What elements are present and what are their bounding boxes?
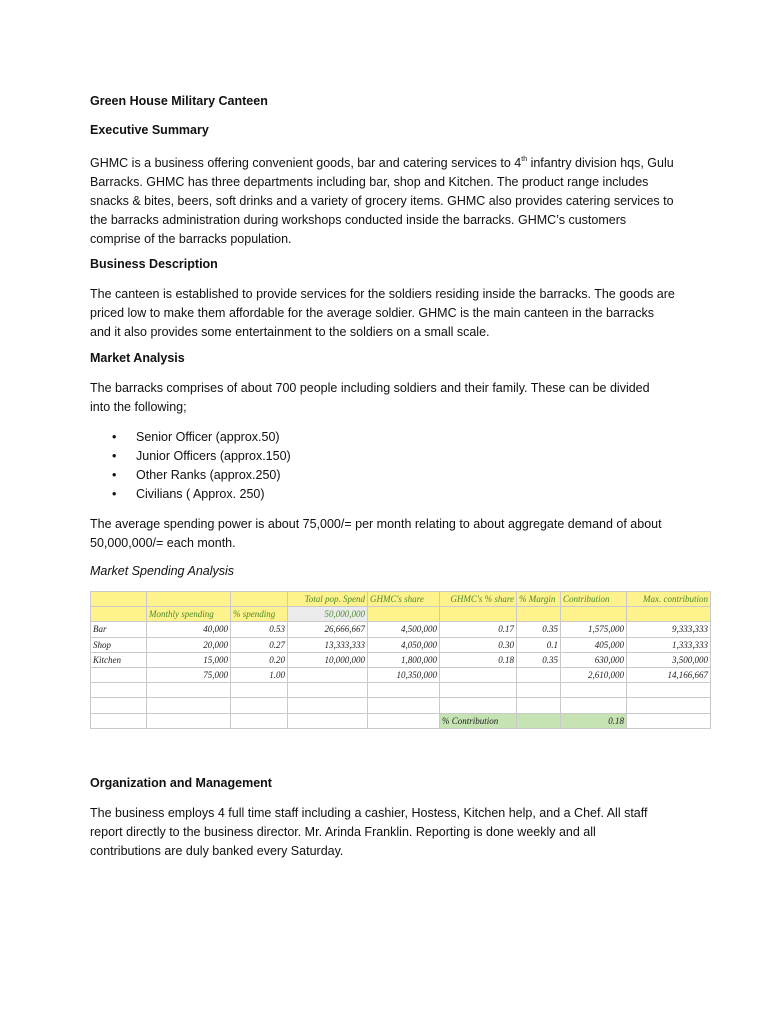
- table-row: Shop 20,000 0.27 13,333,333 4,050,000 0.30 0.1 405,000 1,333,333: [91, 637, 711, 652]
- header-contribution: Contribution: [561, 592, 627, 607]
- business-description-paragraph: The canteen is established to provide services for the soldiers residing inside the barracks. The goods are priced low to make them affordable for the average soldier. GHMC is the main canteen in the barracks and it also provides some entertainment to the soldiers on a small scale.: [90, 287, 675, 339]
- header-ghmc-pct: GHMC's % share: [440, 592, 517, 607]
- table-header-row: [91, 607, 711, 622]
- market-analysis-paragraph: The barracks comprises of about 700 people including soldiers and their family. These can be divided into the following;: [90, 381, 650, 414]
- header-ghmc-share: GHMC's share: [368, 592, 440, 607]
- doc-title: Green House Military Canteen: [90, 94, 268, 108]
- list-item: • Civilians ( Approx. 250): [90, 485, 291, 504]
- organization-paragraph: The business employs 4 full time staff including a cashier, Hostess, Kitchen help, and a Chef. All staff report directly to the business director. Mr. Arinda Franklin. Reporting is done weekly and all contributions are duly banked every Saturday.: [90, 806, 648, 858]
- header-monthly-spending: Monthly spending: [147, 607, 231, 622]
- total-pop-value: 50,000,000: [288, 607, 368, 622]
- exec-summary-heading: Executive Summary: [90, 123, 209, 137]
- header-margin: % Margin: [517, 592, 561, 607]
- exec-summary-paragraph: GHMC is a business offering convenient goods, bar and catering services to 4th infantry division hqs, Gulu Barracks. GHMC has three departments including bar, shop and Kitchen. The product range includes snacks & bites, beers, soft drinks and a variety of grocery items. GHMC also provides catering services to the barracks administration during workshops conducted inside the barracks. GHMC’s customers comprise of the barracks population.: [90, 156, 674, 246]
- population-list: [90, 428, 291, 504]
- header-total-pop: Total pop. Spend: [288, 592, 368, 607]
- pct-contribution-label: % Contribution: [440, 713, 517, 728]
- header-max-contribution: Max. contribution: [627, 592, 711, 607]
- organization-heading: Organization and Management: [90, 776, 272, 790]
- business-description-heading: Business Description: [90, 257, 218, 271]
- list-item: • Other Ranks (approx.250): [90, 466, 291, 485]
- table-totals-row: 75,000 1.00 10,350,000 2,610,000 14,166,667: [91, 667, 711, 682]
- list-item: • Senior Officer (approx.50): [90, 428, 291, 447]
- table-row: Kitchen 15,000 0.20 10,000,000 1,800,000 0.18 0.35 630,000 3,500,000: [91, 652, 711, 667]
- list-item: • Junior Officers (approx.150): [90, 447, 291, 466]
- table-header-row: [91, 592, 711, 607]
- spending-caption: Market Spending Analysis: [90, 564, 235, 578]
- table-row: [91, 713, 711, 728]
- header-pct-spending: % spending: [231, 607, 288, 622]
- spending-paragraph: The average spending power is about 75,000/= per month relating to about aggregate demand of about 50,000,000/= each month.: [90, 517, 662, 550]
- pct-contribution-value: 0.18: [561, 713, 627, 728]
- table-row: Bar 40,000 0.53 26,666,667 4,500,000 0.17 0.35 1,575,000 9,333,333: [91, 622, 711, 637]
- market-analysis-heading: Market Analysis: [90, 351, 185, 365]
- table-row: [91, 683, 711, 698]
- table-row: [91, 698, 711, 713]
- market-spending-table: [90, 591, 711, 729]
